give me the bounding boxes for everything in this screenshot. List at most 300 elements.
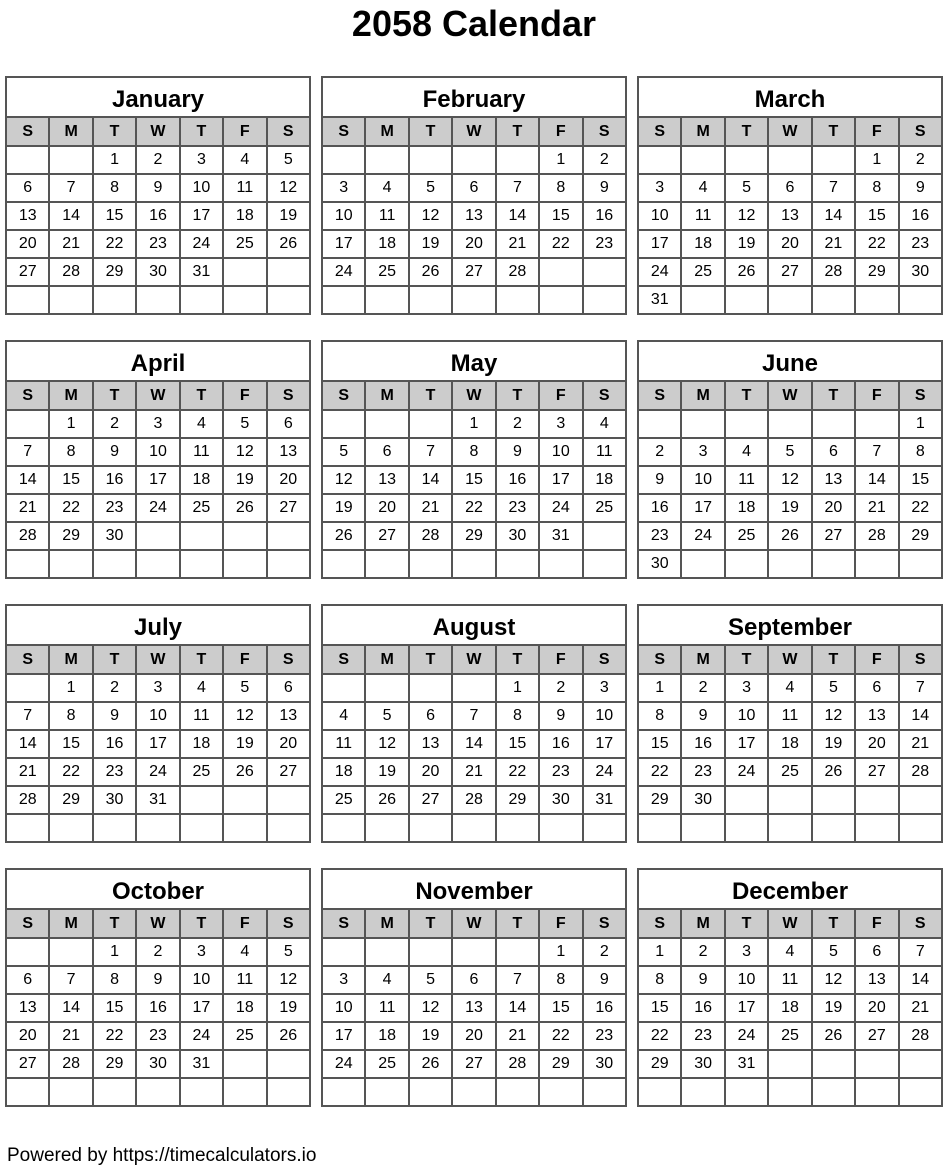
empty-day-cell <box>49 1078 92 1106</box>
day-cell: 6 <box>452 174 495 202</box>
weekday-header: S <box>899 645 942 674</box>
empty-day-cell <box>322 1078 365 1106</box>
day-cell: 14 <box>899 702 942 730</box>
day-cell: 27 <box>855 758 898 786</box>
day-cell: 16 <box>93 466 136 494</box>
day-cell: 18 <box>180 466 223 494</box>
day-cell: 21 <box>49 1022 92 1050</box>
day-cell: 15 <box>49 730 92 758</box>
day-cell: 16 <box>136 202 179 230</box>
day-cell: 2 <box>136 146 179 174</box>
day-cell: 5 <box>812 938 855 966</box>
week-row <box>322 674 626 702</box>
weekday-header-row <box>638 381 942 410</box>
empty-day-cell <box>855 814 898 842</box>
day-cell: 26 <box>267 1022 310 1050</box>
day-cell: 9 <box>681 966 724 994</box>
day-cell: 8 <box>452 438 495 466</box>
week-row <box>638 730 942 758</box>
empty-day-cell <box>899 814 942 842</box>
day-cell: 28 <box>452 786 495 814</box>
day-cell: 26 <box>365 786 408 814</box>
week-row <box>6 786 310 814</box>
empty-day-cell <box>812 550 855 578</box>
weekday-header: M <box>49 645 92 674</box>
day-cell: 15 <box>899 466 942 494</box>
weekday-header: W <box>768 117 811 146</box>
weekday-header: T <box>812 117 855 146</box>
day-cell: 23 <box>136 1022 179 1050</box>
day-cell: 30 <box>539 786 582 814</box>
month-december <box>637 868 943 1107</box>
day-cell: 15 <box>93 202 136 230</box>
empty-day-cell <box>768 814 811 842</box>
day-cell: 4 <box>768 674 811 702</box>
empty-day-cell <box>180 786 223 814</box>
empty-day-cell <box>768 146 811 174</box>
day-cell: 2 <box>681 938 724 966</box>
day-cell: 24 <box>180 230 223 258</box>
day-cell: 30 <box>93 786 136 814</box>
month-july <box>5 604 311 843</box>
month-august <box>321 604 627 843</box>
day-cell: 5 <box>725 174 768 202</box>
weekday-header: S <box>6 645 49 674</box>
day-cell: 9 <box>136 174 179 202</box>
day-cell: 20 <box>6 1022 49 1050</box>
empty-day-cell <box>365 146 408 174</box>
week-row <box>322 786 626 814</box>
day-cell: 6 <box>768 174 811 202</box>
day-cell: 28 <box>899 1022 942 1050</box>
empty-day-cell <box>6 410 49 438</box>
empty-day-cell <box>681 146 724 174</box>
week-row <box>322 730 626 758</box>
day-cell: 6 <box>812 438 855 466</box>
day-cell: 4 <box>768 938 811 966</box>
empty-day-cell <box>855 550 898 578</box>
weekday-header: S <box>6 381 49 410</box>
weekday-header-row <box>322 381 626 410</box>
empty-day-cell <box>49 814 92 842</box>
month-day-grid <box>637 644 943 843</box>
month-name: June <box>637 340 943 380</box>
empty-day-cell <box>267 1078 310 1106</box>
day-cell: 29 <box>496 786 539 814</box>
day-cell: 11 <box>725 466 768 494</box>
day-cell: 15 <box>539 994 582 1022</box>
weekday-header: S <box>638 117 681 146</box>
empty-day-cell <box>725 410 768 438</box>
day-cell: 11 <box>322 730 365 758</box>
week-row <box>638 494 942 522</box>
weekday-header: W <box>452 381 495 410</box>
day-cell: 26 <box>768 522 811 550</box>
weekday-header: T <box>180 645 223 674</box>
weekday-header: S <box>322 909 365 938</box>
empty-day-cell <box>768 786 811 814</box>
day-cell: 12 <box>812 702 855 730</box>
day-cell: 26 <box>812 1022 855 1050</box>
day-cell: 24 <box>322 1050 365 1078</box>
day-cell: 5 <box>409 966 452 994</box>
day-cell: 22 <box>49 494 92 522</box>
day-cell: 9 <box>93 438 136 466</box>
weekday-header: T <box>93 645 136 674</box>
week-row <box>638 258 942 286</box>
empty-day-cell <box>681 814 724 842</box>
day-cell: 5 <box>365 702 408 730</box>
day-cell: 6 <box>267 410 310 438</box>
month-day-grid <box>321 644 627 843</box>
day-cell: 28 <box>409 522 452 550</box>
day-cell: 30 <box>93 522 136 550</box>
week-row <box>322 202 626 230</box>
day-cell: 8 <box>93 966 136 994</box>
day-cell: 18 <box>180 730 223 758</box>
day-cell: 8 <box>899 438 942 466</box>
day-cell: 9 <box>496 438 539 466</box>
week-row <box>6 1050 310 1078</box>
day-cell: 21 <box>899 994 942 1022</box>
day-cell: 23 <box>136 230 179 258</box>
day-cell: 6 <box>267 674 310 702</box>
day-cell: 23 <box>681 1022 724 1050</box>
day-cell: 29 <box>93 258 136 286</box>
day-cell: 29 <box>49 786 92 814</box>
empty-day-cell <box>812 410 855 438</box>
day-cell: 30 <box>583 1050 626 1078</box>
week-row <box>322 1078 626 1106</box>
day-cell: 25 <box>583 494 626 522</box>
day-cell: 19 <box>267 202 310 230</box>
empty-day-cell <box>322 286 365 314</box>
empty-day-cell <box>365 1078 408 1106</box>
day-cell: 15 <box>539 202 582 230</box>
day-cell: 13 <box>452 994 495 1022</box>
empty-day-cell <box>768 550 811 578</box>
empty-day-cell <box>180 522 223 550</box>
day-cell: 11 <box>223 174 266 202</box>
day-cell: 12 <box>409 994 452 1022</box>
day-cell: 27 <box>452 1050 495 1078</box>
weekday-header: T <box>93 381 136 410</box>
day-cell: 7 <box>452 702 495 730</box>
day-cell: 15 <box>638 994 681 1022</box>
day-cell: 18 <box>365 1022 408 1050</box>
day-cell: 26 <box>409 1050 452 1078</box>
day-cell: 9 <box>539 702 582 730</box>
month-february <box>321 76 627 315</box>
week-row <box>638 938 942 966</box>
empty-day-cell <box>223 522 266 550</box>
day-cell: 17 <box>725 994 768 1022</box>
day-cell: 8 <box>49 438 92 466</box>
day-cell: 12 <box>267 174 310 202</box>
day-cell: 19 <box>267 994 310 1022</box>
empty-day-cell <box>899 1078 942 1106</box>
weekday-header: T <box>409 117 452 146</box>
day-cell: 26 <box>223 758 266 786</box>
day-cell: 27 <box>452 258 495 286</box>
weekday-header: S <box>322 645 365 674</box>
day-cell: 29 <box>638 786 681 814</box>
day-cell: 10 <box>322 202 365 230</box>
day-cell: 4 <box>223 146 266 174</box>
weekday-header: S <box>322 117 365 146</box>
day-cell: 3 <box>322 966 365 994</box>
weekday-header: T <box>409 909 452 938</box>
week-row <box>638 466 942 494</box>
day-cell: 30 <box>496 522 539 550</box>
day-cell: 14 <box>452 730 495 758</box>
weekday-header: W <box>136 117 179 146</box>
day-cell: 14 <box>855 466 898 494</box>
day-cell: 17 <box>725 730 768 758</box>
day-cell: 8 <box>638 702 681 730</box>
day-cell: 22 <box>899 494 942 522</box>
weekday-header: F <box>223 645 266 674</box>
week-row <box>322 286 626 314</box>
day-cell: 2 <box>638 438 681 466</box>
day-cell: 23 <box>899 230 942 258</box>
day-cell: 22 <box>539 230 582 258</box>
weekday-header: M <box>681 909 724 938</box>
week-row <box>638 674 942 702</box>
day-cell: 10 <box>322 994 365 1022</box>
empty-day-cell <box>725 286 768 314</box>
day-cell: 5 <box>812 674 855 702</box>
day-cell: 2 <box>136 938 179 966</box>
empty-day-cell <box>49 550 92 578</box>
weekday-header: S <box>638 381 681 410</box>
day-cell: 28 <box>49 258 92 286</box>
day-cell: 17 <box>322 230 365 258</box>
day-cell: 20 <box>855 994 898 1022</box>
day-cell: 19 <box>365 758 408 786</box>
week-row <box>638 702 942 730</box>
weekday-header: T <box>409 381 452 410</box>
empty-day-cell <box>539 550 582 578</box>
empty-day-cell <box>638 146 681 174</box>
weekday-header: S <box>583 645 626 674</box>
day-cell: 3 <box>725 938 768 966</box>
week-row <box>6 814 310 842</box>
weekday-header: T <box>496 645 539 674</box>
empty-day-cell <box>409 286 452 314</box>
weekday-header: W <box>452 909 495 938</box>
day-cell: 20 <box>365 494 408 522</box>
weekday-header: S <box>583 909 626 938</box>
empty-day-cell <box>365 550 408 578</box>
day-cell: 27 <box>768 258 811 286</box>
day-cell: 19 <box>223 730 266 758</box>
empty-day-cell <box>539 1078 582 1106</box>
weekday-header: M <box>681 117 724 146</box>
day-cell: 3 <box>136 674 179 702</box>
week-row <box>638 1078 942 1106</box>
day-cell: 16 <box>496 466 539 494</box>
month-name: August <box>321 604 627 644</box>
day-cell: 17 <box>180 202 223 230</box>
day-cell: 17 <box>180 994 223 1022</box>
empty-day-cell <box>539 258 582 286</box>
day-cell: 19 <box>725 230 768 258</box>
empty-day-cell <box>267 258 310 286</box>
day-cell: 1 <box>93 938 136 966</box>
empty-day-cell <box>725 814 768 842</box>
weekday-header: T <box>725 117 768 146</box>
day-cell: 26 <box>812 758 855 786</box>
empty-day-cell <box>365 674 408 702</box>
day-cell: 11 <box>681 202 724 230</box>
day-cell: 13 <box>409 730 452 758</box>
weekday-header: S <box>638 645 681 674</box>
day-cell: 16 <box>638 494 681 522</box>
weekday-header: S <box>322 381 365 410</box>
day-cell: 7 <box>409 438 452 466</box>
day-cell: 24 <box>583 758 626 786</box>
empty-day-cell <box>681 410 724 438</box>
day-cell: 30 <box>681 1050 724 1078</box>
day-cell: 16 <box>583 202 626 230</box>
day-cell: 7 <box>6 438 49 466</box>
weekday-header: F <box>539 117 582 146</box>
day-cell: 15 <box>638 730 681 758</box>
day-cell: 29 <box>93 1050 136 1078</box>
day-cell: 10 <box>136 702 179 730</box>
weekday-header: S <box>583 381 626 410</box>
day-cell: 7 <box>496 966 539 994</box>
week-row <box>322 522 626 550</box>
empty-day-cell <box>6 146 49 174</box>
day-cell: 1 <box>496 674 539 702</box>
day-cell: 13 <box>267 702 310 730</box>
day-cell: 1 <box>539 146 582 174</box>
day-cell: 19 <box>768 494 811 522</box>
day-cell: 27 <box>409 786 452 814</box>
day-cell: 11 <box>223 966 266 994</box>
empty-day-cell <box>136 522 179 550</box>
day-cell: 26 <box>322 522 365 550</box>
day-cell: 19 <box>812 994 855 1022</box>
day-cell: 13 <box>768 202 811 230</box>
day-cell: 31 <box>180 1050 223 1078</box>
week-row <box>6 550 310 578</box>
day-cell: 27 <box>365 522 408 550</box>
day-cell: 21 <box>899 730 942 758</box>
day-cell: 17 <box>583 730 626 758</box>
empty-day-cell <box>725 550 768 578</box>
day-cell: 7 <box>49 966 92 994</box>
day-cell: 27 <box>6 1050 49 1078</box>
month-march <box>637 76 943 315</box>
month-name: December <box>637 868 943 908</box>
day-cell: 25 <box>180 494 223 522</box>
empty-day-cell <box>136 286 179 314</box>
empty-day-cell <box>768 410 811 438</box>
day-cell: 26 <box>725 258 768 286</box>
empty-day-cell <box>6 286 49 314</box>
week-row <box>6 410 310 438</box>
day-cell: 10 <box>539 438 582 466</box>
empty-day-cell <box>768 1050 811 1078</box>
weekday-header: T <box>496 909 539 938</box>
empty-day-cell <box>812 814 855 842</box>
day-cell: 13 <box>452 202 495 230</box>
day-cell: 2 <box>496 410 539 438</box>
empty-day-cell <box>267 522 310 550</box>
weekday-header: M <box>49 117 92 146</box>
day-cell: 2 <box>583 146 626 174</box>
empty-day-cell <box>322 814 365 842</box>
month-day-grid <box>321 116 627 315</box>
day-cell: 1 <box>638 938 681 966</box>
day-cell: 12 <box>409 202 452 230</box>
day-cell: 18 <box>768 994 811 1022</box>
day-cell: 7 <box>812 174 855 202</box>
empty-day-cell <box>6 1078 49 1106</box>
weekday-header-row <box>638 117 942 146</box>
day-cell: 16 <box>93 730 136 758</box>
day-cell: 14 <box>49 202 92 230</box>
day-cell: 30 <box>638 550 681 578</box>
weekday-header: F <box>539 645 582 674</box>
day-cell: 2 <box>681 674 724 702</box>
weekday-header: S <box>267 117 310 146</box>
day-cell: 9 <box>681 702 724 730</box>
month-may <box>321 340 627 579</box>
month-name: July <box>5 604 311 644</box>
month-name: October <box>5 868 311 908</box>
day-cell: 11 <box>365 994 408 1022</box>
day-cell: 20 <box>409 758 452 786</box>
month-day-grid <box>637 908 943 1107</box>
day-cell: 23 <box>539 758 582 786</box>
empty-day-cell <box>223 1050 266 1078</box>
day-cell: 19 <box>223 466 266 494</box>
weekday-header: F <box>539 381 582 410</box>
day-cell: 6 <box>855 938 898 966</box>
empty-day-cell <box>136 550 179 578</box>
empty-day-cell <box>180 1078 223 1106</box>
empty-day-cell <box>496 938 539 966</box>
empty-day-cell <box>136 814 179 842</box>
day-cell: 20 <box>768 230 811 258</box>
week-row <box>322 146 626 174</box>
weekday-header: S <box>899 117 942 146</box>
month-day-grid <box>5 116 311 315</box>
empty-day-cell <box>322 146 365 174</box>
day-cell: 3 <box>322 174 365 202</box>
week-row <box>6 674 310 702</box>
weekday-header: S <box>267 909 310 938</box>
day-cell: 23 <box>93 758 136 786</box>
day-cell: 13 <box>365 466 408 494</box>
week-row <box>638 286 942 314</box>
day-cell: 3 <box>725 674 768 702</box>
day-cell: 18 <box>223 994 266 1022</box>
week-row <box>6 438 310 466</box>
day-cell: 18 <box>725 494 768 522</box>
day-cell: 7 <box>6 702 49 730</box>
day-cell: 30 <box>899 258 942 286</box>
month-day-grid <box>321 380 627 579</box>
day-cell: 27 <box>6 258 49 286</box>
empty-day-cell <box>267 814 310 842</box>
day-cell: 1 <box>539 938 582 966</box>
day-cell: 15 <box>93 994 136 1022</box>
